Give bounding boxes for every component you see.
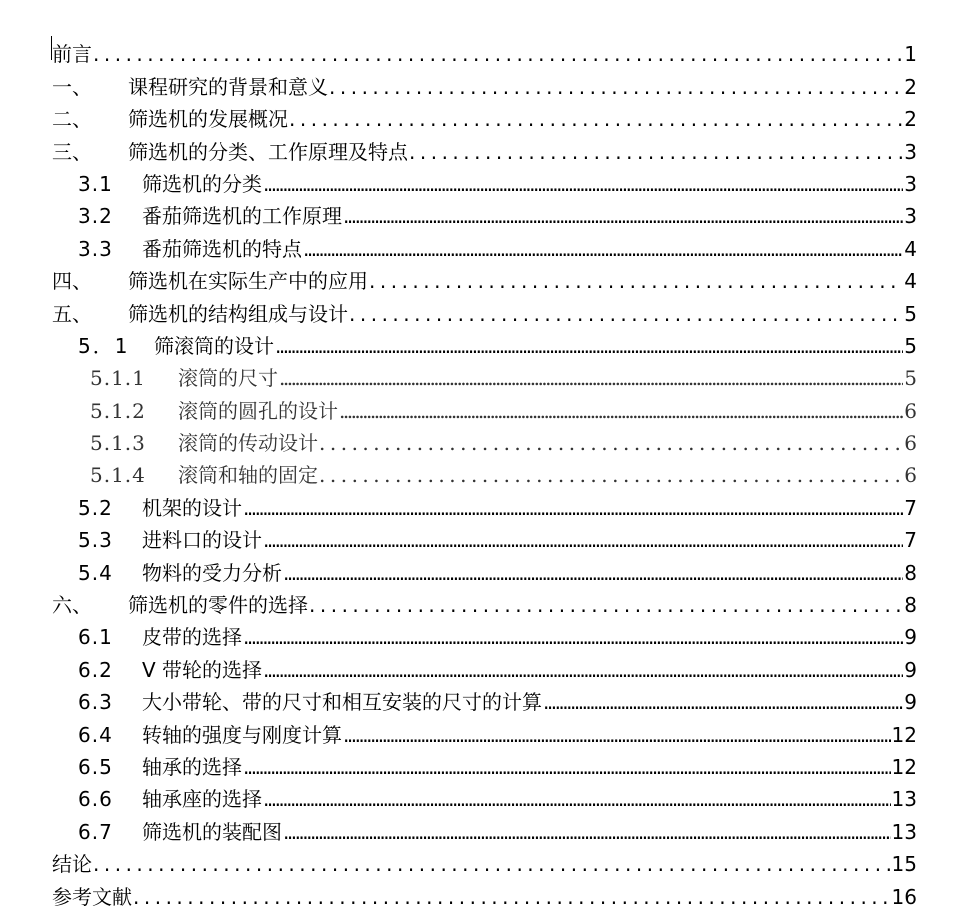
toc-entry-title: 滚筒的圆孔的设计 <box>178 398 338 423</box>
toc-entry[interactable] <box>52 552 917 584</box>
toc-entry-page: 15 <box>891 852 917 877</box>
toc-entry-page: 7 <box>904 495 917 520</box>
toc-entry-title: 转轴的强度与刚度计算 <box>142 722 342 747</box>
toc-entry-label <box>52 302 348 326</box>
toc-entry[interactable] <box>52 520 917 552</box>
toc-entry-page: 6 <box>904 463 917 488</box>
toc-entry[interactable] <box>52 66 917 98</box>
toc-entry-label <box>78 528 262 552</box>
toc-entry-number: 6.2 <box>78 657 113 682</box>
toc-entry-title: 课程研究的背景和意义 <box>128 74 328 99</box>
toc-entry[interactable] <box>52 811 917 843</box>
toc-entry-title: 机架的设计 <box>142 495 242 520</box>
toc-entry-number: 5．1 <box>78 333 130 358</box>
toc-entry-label <box>78 334 274 358</box>
toc-entry-title: V 带轮的选择 <box>142 657 263 682</box>
toc-dot-leader <box>289 107 903 131</box>
toc-entry-number: 五、 <box>52 301 92 326</box>
toc-entry-page: 8 <box>904 593 917 618</box>
toc-entry-label <box>78 755 242 779</box>
toc-entry-label <box>78 204 342 228</box>
toc-dot-leader <box>93 852 891 876</box>
toc-entry[interactable] <box>52 164 917 196</box>
toc-entry-page: 4 <box>904 236 917 261</box>
toc-entry[interactable] <box>52 196 917 228</box>
toc-entry[interactable] <box>52 649 917 681</box>
table-of-contents <box>52 34 917 909</box>
toc-entry-number: 二、 <box>52 107 92 132</box>
toc-entry-title: 筛选机的分类 <box>142 171 262 196</box>
toc-entry[interactable] <box>52 293 917 325</box>
toc-entry[interactable] <box>52 455 917 487</box>
toc-entry-number: 5.2 <box>78 495 113 520</box>
toc-dot-leader <box>303 237 903 261</box>
toc-entry-title: 前言 <box>52 42 92 67</box>
toc-entry[interactable] <box>52 34 917 66</box>
toc-entry-label <box>90 431 318 455</box>
toc-entry[interactable] <box>52 358 917 390</box>
toc-entry-number: 3.3 <box>78 236 113 261</box>
toc-entry-label <box>78 723 342 747</box>
toc-entry-page: 6 <box>904 398 917 423</box>
toc-entry-page: 9 <box>904 657 917 682</box>
toc-entry[interactable] <box>52 585 917 617</box>
toc-entry[interactable] <box>52 747 917 779</box>
toc-entry-number: 四、 <box>52 269 92 294</box>
toc-entry-page: 3 <box>904 139 917 164</box>
toc-entry-label <box>90 366 278 390</box>
toc-dot-leader <box>263 658 903 682</box>
toc-dot-leader <box>349 302 903 326</box>
toc-entry-title: 筛选机的分类、工作原理及特点 <box>128 139 408 164</box>
toc-entry-page: 3 <box>904 171 917 196</box>
toc-entry-number: 5.1.2 <box>90 398 146 423</box>
toc-entry-label <box>52 852 92 876</box>
toc-entry-title: 物料的受力分析 <box>142 560 282 585</box>
toc-entry-page: 12 <box>891 722 917 747</box>
toc-dot-leader <box>263 528 903 552</box>
toc-entry[interactable] <box>52 390 917 422</box>
toc-entry[interactable] <box>52 779 917 811</box>
toc-dot-leader <box>329 75 903 99</box>
toc-entry-page: 8 <box>904 560 917 585</box>
toc-entry-page: 13 <box>891 819 917 844</box>
toc-dot-leader <box>263 172 903 196</box>
toc-entry-title: 番茄筛选机的工作原理 <box>142 204 342 229</box>
toc-entry-title: 结论 <box>52 852 92 877</box>
toc-dot-leader <box>243 496 903 520</box>
toc-entry-page: 6 <box>904 431 917 456</box>
toc-entry-page: 4 <box>904 269 917 294</box>
toc-entry-number: 3.1 <box>78 171 113 196</box>
toc-dot-leader <box>279 366 903 390</box>
toc-entry-title: 筛滚筒的设计 <box>154 333 274 358</box>
toc-dot-leader <box>343 204 903 228</box>
toc-entry-title: 轴承的选择 <box>142 754 242 779</box>
toc-entry-page: 2 <box>904 107 917 132</box>
toc-entry-title: 大小带轮、带的尺寸和相互安装的尺寸的计算 <box>142 690 542 715</box>
toc-entry-label <box>78 496 242 520</box>
toc-entry[interactable] <box>52 682 917 714</box>
toc-entry-number: 5.3 <box>78 528 113 553</box>
toc-entry-label <box>78 658 262 682</box>
toc-entry[interactable] <box>52 423 917 455</box>
toc-dot-leader <box>93 42 903 66</box>
toc-entry-number: 6.3 <box>78 690 113 715</box>
toc-entry[interactable] <box>52 99 917 131</box>
toc-entry-title: 筛选机的零件的选择 <box>128 593 308 618</box>
toc-entry-label <box>78 820 282 844</box>
toc-entry-page: 16 <box>891 884 917 909</box>
toc-entry-number: 6.7 <box>78 819 113 844</box>
toc-entry-title: 筛选机的结构组成与设计 <box>128 301 348 326</box>
toc-entry-label <box>52 107 288 131</box>
toc-entry-page: 5 <box>904 301 917 326</box>
toc-dot-leader <box>319 463 903 487</box>
toc-dot-leader <box>543 690 903 714</box>
toc-entry-label <box>78 787 262 811</box>
toc-entry-number: 5.1.1 <box>90 366 146 391</box>
toc-dot-leader <box>243 755 891 779</box>
toc-entry[interactable] <box>52 326 917 358</box>
toc-entry[interactable] <box>52 617 917 649</box>
toc-entry[interactable] <box>52 876 917 908</box>
toc-entry-number: 5.4 <box>78 560 113 585</box>
toc-entry-label <box>90 463 318 487</box>
toc-entry[interactable] <box>52 131 917 163</box>
toc-entry[interactable] <box>52 844 917 876</box>
toc-entry-label <box>52 885 132 909</box>
toc-entry[interactable] <box>52 261 917 293</box>
toc-entry-label <box>52 593 308 617</box>
toc-entry-label <box>78 625 242 649</box>
toc-entry-number: 3.2 <box>78 204 113 229</box>
toc-entry-number: 6.6 <box>78 787 113 812</box>
toc-entry-title: 滚筒的尺寸 <box>178 366 278 391</box>
toc-dot-leader <box>283 561 903 585</box>
toc-dot-leader <box>369 269 903 293</box>
toc-entry-label <box>52 75 328 99</box>
toc-entry[interactable] <box>52 487 917 519</box>
toc-entry-label <box>78 172 262 196</box>
toc-entry-label <box>52 140 408 164</box>
toc-entry-title: 轴承座的选择 <box>142 787 262 812</box>
toc-entry-title: 皮带的选择 <box>142 625 242 650</box>
toc-entry-page: 2 <box>904 74 917 99</box>
toc-entry-title: 参考文献 <box>52 884 132 909</box>
toc-dot-leader <box>409 140 903 164</box>
toc-entry-page: 5 <box>904 333 917 358</box>
toc-entry-title: 番茄筛选机的特点 <box>142 236 302 261</box>
toc-entry-title: 滚筒的传动设计 <box>178 431 318 456</box>
toc-entry[interactable] <box>52 714 917 746</box>
toc-dot-leader <box>283 820 891 844</box>
toc-entry-title: 筛选机的发展概况 <box>128 107 288 132</box>
toc-dot-leader <box>275 334 903 358</box>
toc-entry-page: 1 <box>904 42 917 67</box>
toc-entry-number: 6.4 <box>78 722 113 747</box>
toc-entry-page: 9 <box>904 690 917 715</box>
toc-entry-page: 13 <box>891 787 917 812</box>
toc-entry-page: 9 <box>904 625 917 650</box>
toc-entry-page: 3 <box>904 204 917 229</box>
toc-entry-number: 6.5 <box>78 754 113 779</box>
toc-entry-page: 7 <box>904 528 917 553</box>
toc-entry-number: 三、 <box>52 139 92 164</box>
toc-dot-leader <box>243 625 903 649</box>
toc-entry-number: 6.1 <box>78 625 113 650</box>
toc-dot-leader <box>319 431 903 455</box>
toc-entry-number: 六、 <box>52 593 92 618</box>
toc-entry-label <box>78 561 282 585</box>
toc-dot-leader <box>309 593 903 617</box>
toc-entry-page: 5 <box>904 366 917 391</box>
toc-entry-label <box>90 399 338 423</box>
toc-dot-leader <box>133 885 891 909</box>
toc-entry[interactable] <box>52 228 917 260</box>
toc-entry-title: 筛选机的装配图 <box>142 819 282 844</box>
toc-dot-leader <box>339 399 903 423</box>
toc-entry-number: 5.1.3 <box>90 431 146 456</box>
toc-entry-label <box>78 237 302 261</box>
toc-entry-label <box>52 269 368 293</box>
toc-entry-label <box>78 690 542 714</box>
toc-dot-leader <box>343 723 891 747</box>
toc-entry-title: 进料口的设计 <box>142 528 262 553</box>
toc-dot-leader <box>263 787 891 811</box>
toc-entry-title: 滚筒和轴的固定 <box>178 463 318 488</box>
toc-entry-label <box>52 42 92 66</box>
toc-entry-title: 筛选机在实际生产中的应用 <box>128 269 368 294</box>
toc-entry-number: 5.1.4 <box>90 463 146 488</box>
toc-entry-number: 一、 <box>52 74 92 99</box>
toc-entry-page: 12 <box>891 754 917 779</box>
